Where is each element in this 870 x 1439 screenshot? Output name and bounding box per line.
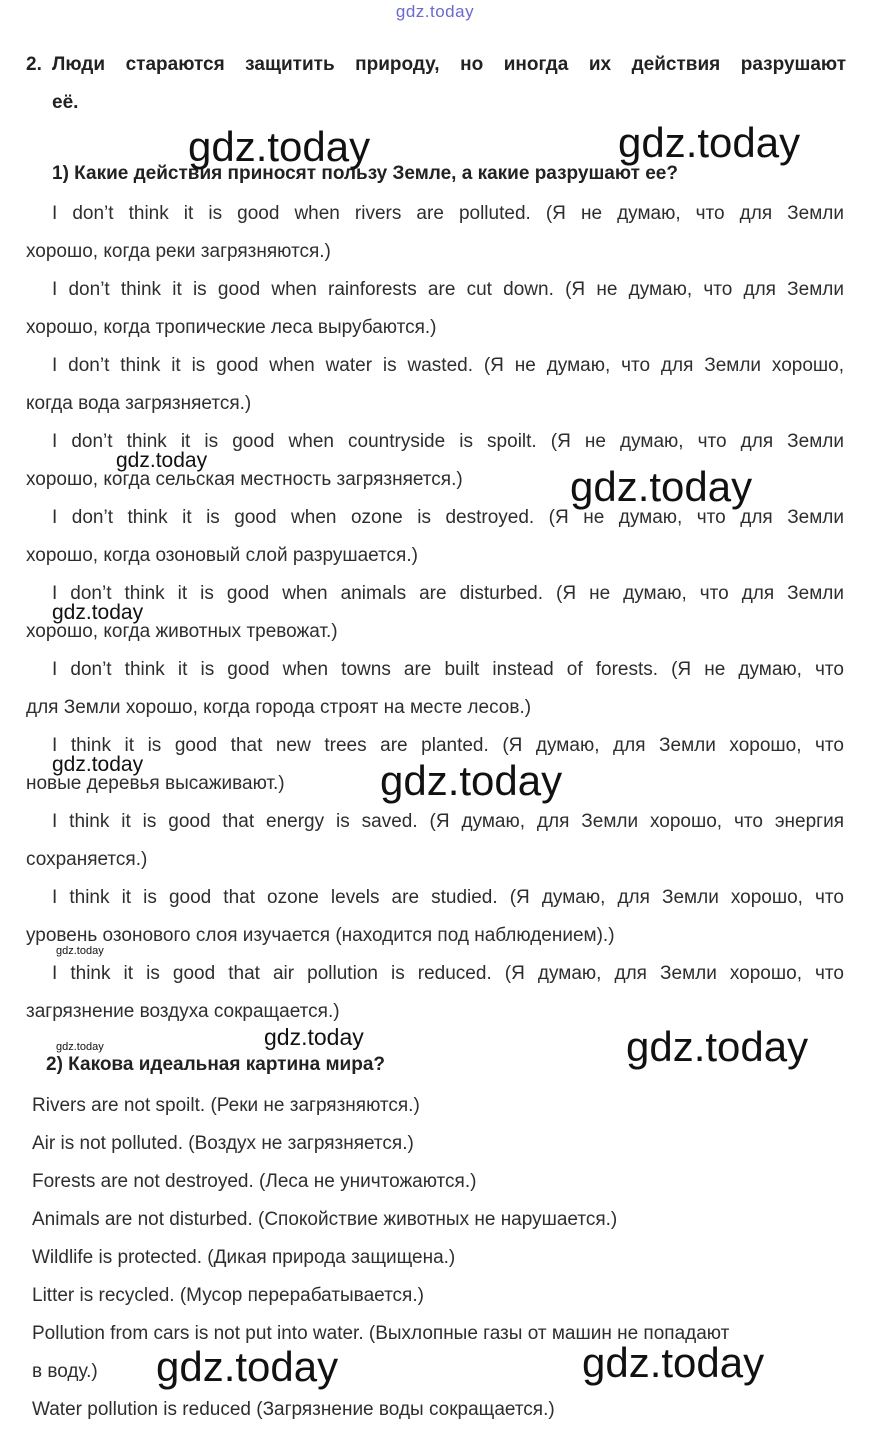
paragraph-continuation: для Земли хорошо, когда города строят на месте лесов.) [26,697,532,718]
section2-heading: 2) Какова идеальная картина мира? [46,1054,385,1075]
watermark: gdz.today [52,753,144,776]
ideal-world-line: Water pollution is reduced (Загрязнение воды сокращается.) [32,1399,555,1420]
ideal-world-line: Wildlife is protected. (Дикая природа защищена.) [32,1247,456,1268]
paragraph-continuation: хорошо, когда сельская местность загрязняется.) [26,469,463,490]
paragraph [26,575,844,651]
paragraph-continuation: хорошо, когда тропические леса вырубаются.) [26,317,437,338]
paragraph-first-line: I don’t think it is good when ozone is destroyed. (Я не думаю, что для Земли [52,507,844,528]
paragraph-continuation: новые деревья высаживают.) [26,773,285,794]
paragraph-first-line: I think it is good that ozone levels are studied. (Я думаю, для Земли хорошо, что [52,887,844,908]
ideal-world-line: Litter is recycled. (Мусор перерабатывается.) [32,1285,424,1306]
watermark: gdz.today [264,1024,364,1050]
ideal-world-line: в воду.) [32,1361,98,1382]
paragraph-first-line: I don’t think it is good when rainforests are cut down. (Я не думаю, что для Земли [52,279,844,300]
paragraph [26,347,844,423]
paragraph-first-line: I think it is good that air pollution is reduced. (Я думаю, для Земли хорошо, что [52,963,844,984]
watermark: gdz.today [582,1339,765,1386]
task-title-line1: Люди стараются защитить природу, но иногда их действия разрушают [52,54,846,75]
paragraph [26,879,844,955]
paragraph-continuation: хорошо, когда животных тревожат.) [26,621,338,642]
paragraph [26,651,844,727]
paragraph-continuation: когда вода загрязняется.) [26,393,252,414]
watermark: gdz.today [380,757,563,804]
paragraph-first-line: I don’t think it is good when countryside is spoilt. (Я не думаю, что для Земли [52,431,844,452]
paragraph-first-line: I think it is good that energy is saved. (Я думаю, для Земли хорошо, что энергия [52,811,844,832]
paragraph-first-line: I don’t think it is good when towns are built instead of forests. (Я не думаю, что [52,659,844,680]
paragraph [26,195,844,271]
watermark: gdz.today [188,123,371,170]
watermark: gdz.today [52,601,144,624]
top-watermark: gdz.today [395,2,475,21]
task-title-line2: её. [52,92,79,113]
task-number: 2. [26,54,42,75]
paragraph [26,955,844,1031]
watermark: gdz.today [56,945,104,957]
paragraph [26,271,844,347]
paragraph-first-line: I don’t think it is good when rivers are polluted. (Я не думаю, что для Земли [52,203,844,224]
paragraph-continuation: сохраняется.) [26,849,148,870]
task-title [26,46,846,122]
ideal-world-line: Forests are not destroyed. (Леса не уничтожаются.) [32,1171,477,1192]
section1-heading: 1) Какие действия приносят пользу Земле, а какие разрушают ее? [52,163,678,184]
paragraph [26,499,844,575]
paragraph-continuation: хорошо, когда реки загрязняются.) [26,241,331,262]
watermark: gdz.today [618,119,801,166]
watermark: gdz.today [626,1023,809,1070]
watermark: gdz.today [156,1343,339,1390]
paragraph-continuation: загрязнение воздуха сокращается.) [26,1001,340,1022]
ideal-world-line: Pollution from cars is not put into water. (Выхлопные газы от машин не попадают [32,1323,730,1344]
paragraph [26,803,844,879]
paragraph-first-line: I don’t think it is good when water is wasted. (Я не думаю, что для Земли хорошо, [52,355,844,376]
watermark: gdz.today [116,449,208,472]
ideal-world-line: Air is not polluted. (Воздух не загрязняется.) [32,1133,414,1154]
paragraph-first-line: I don’t think it is good when animals are disturbed. (Я не думаю, что для Земли [52,583,844,604]
paragraph-continuation: хорошо, когда озоновый слой разрушается.) [26,545,418,566]
paragraph-first-line: I think it is good that new trees are planted. (Я думаю, для Земли хорошо, что [52,735,844,756]
watermark: gdz.today [570,463,753,510]
ideal-world-line: Rivers are not spoilt. (Реки не загрязняются.) [32,1095,420,1116]
watermark: gdz.today [56,1041,104,1053]
ideal-world-line: Animals are not disturbed. (Спокойствие животных не нарушается.) [32,1209,618,1230]
paragraph-continuation: уровень озонового слоя изучается (находится под наблюдением).) [26,925,615,946]
